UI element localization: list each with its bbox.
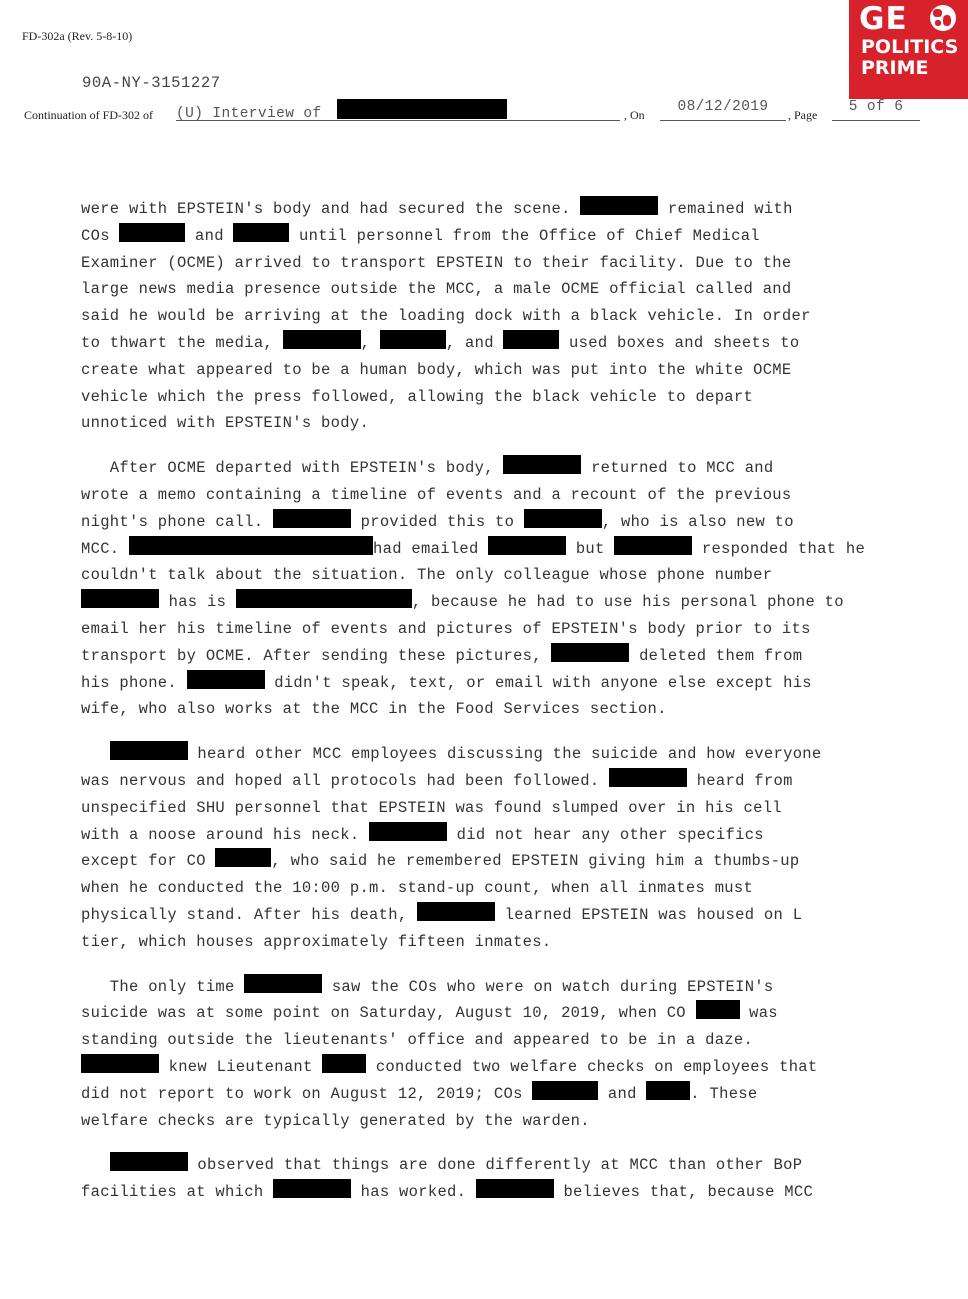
file-number: 90A-NY-3151227 [82, 74, 221, 92]
logo-line-3: PRIME [861, 57, 929, 79]
text-run: said he would be arriving at the loading dock with a black vehicle. In order [81, 307, 811, 326]
globe-icon [930, 5, 956, 31]
text-run: provided this to [351, 512, 524, 531]
text-run: large news media presence outside the MCC, a male OCME official called and [81, 280, 792, 299]
text-run: learned EPSTEIN was housed on L [495, 905, 803, 924]
redaction-block [81, 589, 159, 608]
text-line [81, 384, 931, 411]
redaction-block [233, 223, 289, 242]
redaction-block [609, 768, 687, 787]
text-line [81, 562, 931, 589]
text-run: with a noose around his neck. [81, 825, 370, 844]
redaction-block [244, 974, 322, 993]
text-run: and [185, 226, 234, 245]
text-run: when he conducted the 10:00 p.m. stand-up count, when all inmates must [81, 879, 754, 898]
redaction-block [129, 536, 373, 555]
text-run: couldn't talk about the situation. The only colleague whose phone number [81, 566, 773, 585]
redaction-block [215, 848, 271, 867]
text-line [81, 643, 931, 670]
text-line [81, 357, 931, 384]
text-run: COs [81, 226, 120, 245]
text-run: had emailed [373, 539, 489, 558]
text-line [81, 696, 931, 723]
text-line [81, 1054, 931, 1081]
text-run: . These [690, 1084, 758, 1103]
text-run: MCC. [81, 539, 130, 558]
on-label: , On [624, 108, 645, 122]
text-line [81, 196, 931, 223]
text-run: were with EPSTEIN's body and had secured the scene. [81, 200, 581, 218]
text-run: wife, who also works at the MCC in the Food Services section. [81, 700, 667, 719]
text-run: but [566, 539, 615, 558]
text-line [81, 509, 931, 536]
redaction-block [369, 822, 447, 841]
text-run: tier, which houses approximately fifteen inmates. [81, 932, 552, 951]
continuation-label: Continuation of FD-302 of [24, 108, 153, 122]
redaction-block [476, 1179, 554, 1198]
text-line [81, 250, 931, 277]
text-run: was [739, 1004, 778, 1023]
text-run: his phone. [81, 673, 187, 692]
text-line [81, 741, 931, 768]
text-line [81, 1179, 931, 1206]
text-run: , and [445, 333, 504, 352]
redaction-block [380, 330, 446, 349]
text-line [81, 875, 931, 902]
text-line [81, 670, 931, 697]
text-line [81, 589, 931, 616]
text-run: didn't speak, text, or email with anyone else except his [264, 673, 812, 692]
text-run: vehicle which the press followed, allowing the black vehicle to depart [81, 387, 754, 406]
text-run: to thwart the media, [81, 333, 283, 352]
subject-prefix: (U) Interview of [176, 106, 322, 122]
text-run: until personnel from the Office of Chief Medical [289, 226, 760, 245]
text-line [81, 455, 931, 482]
paragraph [81, 1152, 931, 1206]
text-line [81, 1027, 931, 1054]
text-run: has is [159, 593, 236, 612]
form-id: FD-302a (Rev. 5-8-10) [22, 29, 133, 43]
redaction-block [236, 589, 412, 608]
text-run: welfare checks are typically generated by the warden. [81, 1111, 590, 1130]
text-run [81, 1156, 110, 1174]
text-run: heard from [687, 771, 793, 790]
text-run: heard other MCC employees discussing the suicide and how everyone [187, 745, 822, 764]
text-run: saw the COs who were on watch during EPSTEIN's [322, 977, 774, 996]
text-run [81, 745, 110, 763]
paragraph [81, 741, 931, 955]
text-line [81, 1081, 931, 1108]
text-run: and [598, 1084, 647, 1103]
paragraph-gap [81, 1134, 931, 1152]
redaction-block [696, 1000, 740, 1019]
paragraph [81, 974, 931, 1135]
redaction-block [119, 223, 185, 242]
text-line [81, 929, 931, 956]
redaction-block [524, 509, 602, 528]
text-run: The only time [81, 977, 245, 996]
text-run: email her his timeline of events and pictures of EPSTEIN's body prior to its [81, 619, 811, 638]
date-field: 08/12/2019 [660, 99, 786, 121]
page-label: , Page [788, 108, 818, 122]
redaction-block [503, 330, 559, 349]
text-run: returned to MCC and [581, 459, 774, 478]
text-run: believes that, because MCC [553, 1183, 814, 1202]
logo-line-2: POLITICS [861, 36, 959, 58]
text-run: night's phone call. [81, 512, 274, 531]
text-line [81, 536, 931, 563]
text-run: knew Lieutenant [159, 1057, 323, 1076]
text-line [81, 276, 931, 303]
text-run: transport by OCME. After sending these pictures, [81, 646, 552, 665]
text-run: deleted them from [629, 646, 803, 665]
text-run: , who said he remembered EPSTEIN giving him a thumbs-up [271, 852, 800, 871]
text-line [81, 482, 931, 509]
text-run: facilities at which [81, 1183, 274, 1202]
page-number-field: 5 of 6 [832, 99, 920, 121]
text-run: did not report to work on August 12, 2019; COs [81, 1084, 533, 1103]
text-run: , who is also new to [601, 512, 794, 531]
text-run: unspecified SHU personnel that EPSTEIN was found slumped over in his cell [81, 798, 782, 817]
text-run: used boxes and sheets to [559, 333, 800, 352]
text-line [81, 1152, 931, 1179]
text-line [81, 822, 931, 849]
text-run: wrote a memo containing a timeline of events and a recount of the previous [81, 485, 792, 504]
text-run: observed that things are done differently at MCC than other BoP [187, 1156, 803, 1175]
text-run: did not hear any other specifics [447, 825, 764, 844]
redaction-block [110, 741, 188, 760]
text-run: except for CO [81, 852, 216, 871]
text-run: remained with [658, 200, 793, 218]
text-line [81, 768, 931, 795]
text-run: create what appeared to be a human body, which was put into the white OCME [81, 360, 792, 379]
text-line [81, 303, 931, 330]
redaction-block [488, 536, 566, 555]
continuation-line [24, 99, 924, 125]
redaction-block [646, 1081, 690, 1100]
text-run: , because he had to use his personal phone to [411, 593, 844, 612]
redaction-block [337, 99, 507, 119]
text-line [81, 330, 931, 357]
text-run: standing outside the lieutenants' office and appeared to be in a daze. [81, 1031, 754, 1050]
paragraph [81, 455, 931, 723]
text-line [81, 902, 931, 929]
interview-subject-field [176, 99, 620, 121]
document-body [81, 196, 931, 1206]
redaction-block [503, 455, 581, 474]
text-run: physically stand. After his death, [81, 905, 418, 924]
text-line [81, 1108, 931, 1135]
text-run: suicide was at some point on Saturday, August 10, 2019, when CO [81, 1004, 696, 1023]
paragraph-gap [81, 437, 931, 455]
text-run: After OCME departed with EPSTEIN's body, [81, 459, 504, 478]
redaction-block [551, 643, 629, 662]
text-run: conducted two welfare checks on employees that [366, 1057, 818, 1076]
logo-line-1: GE [859, 1, 908, 37]
redaction-block [322, 1054, 366, 1073]
redaction-block [273, 509, 351, 528]
redaction-block [273, 1179, 351, 1198]
paragraph-gap [81, 956, 931, 974]
paragraph-gap [81, 723, 931, 741]
text-line [81, 848, 931, 875]
text-line [81, 974, 931, 1001]
paragraph [81, 196, 931, 437]
text-line [81, 616, 931, 643]
text-run: unnoticed with EPSTEIN's body. [81, 414, 370, 433]
text-run: Examiner (OCME) arrived to transport EPSTEIN to their facility. Due to the [81, 253, 792, 272]
geopolitics-prime-logo [849, 0, 968, 99]
redaction-block [417, 902, 495, 921]
redaction-block [81, 1054, 159, 1073]
redaction-block [614, 536, 692, 555]
text-run: has worked. [351, 1183, 476, 1202]
text-line [81, 410, 931, 437]
text-run: was nervous and hoped all protocols had been followed. [81, 771, 610, 790]
redaction-block [187, 670, 265, 689]
text-line [81, 1000, 931, 1027]
text-run: responded that he [692, 539, 866, 558]
redaction-block [110, 1152, 188, 1171]
redaction-block [283, 330, 361, 349]
text-line [81, 223, 931, 250]
text-run: , [360, 333, 380, 352]
redaction-block [580, 196, 658, 215]
text-line [81, 795, 931, 822]
redaction-block [532, 1081, 598, 1100]
